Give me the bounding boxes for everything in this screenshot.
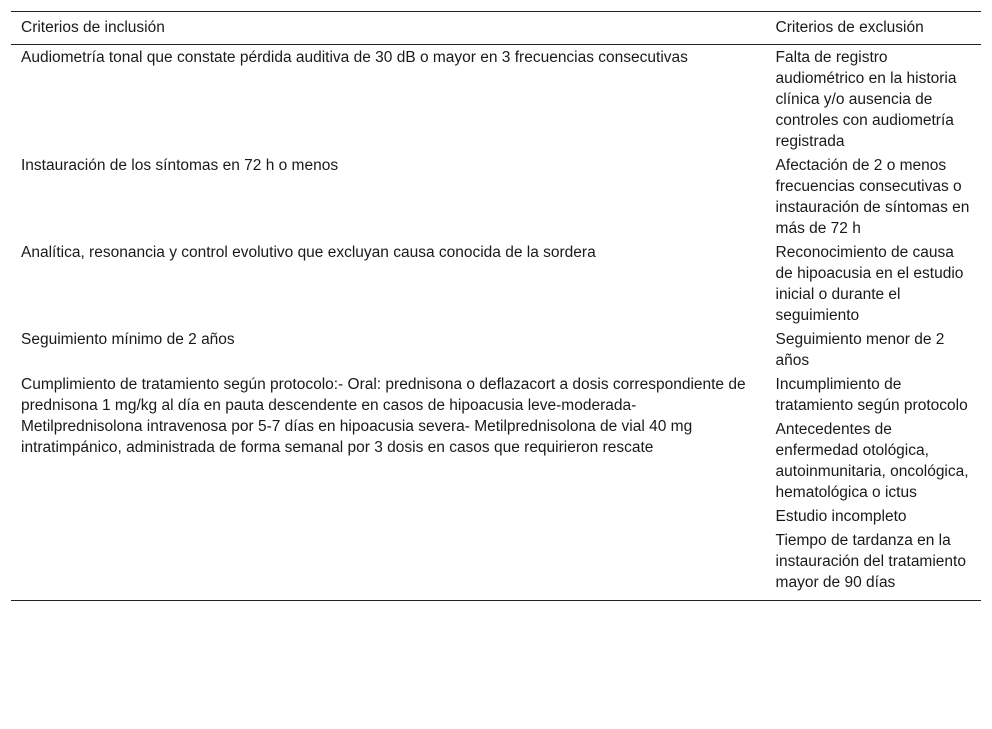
table-row [11,45,981,153]
exclusion-cell [766,152,981,239]
exclusion-item: Tiempo de tardanza en la instauración del tratamiento mayor de 90 días [775,532,966,591]
exclusion-cell [766,371,981,601]
inclusion-cell: Audiometría tonal que constate pérdida auditiva de 30 dB o mayor en 3 frecuencias consecutivas [21,49,688,66]
exclusion-cell [766,45,981,153]
header-exclusion: Criterios de exclusión [775,19,924,36]
table-row [11,152,981,239]
header-inclusion: Criterios de inclusión [21,19,165,36]
inclusion-cell: Seguimiento mínimo de 2 años [21,331,235,348]
table-row [11,371,981,601]
exclusion-cell [766,239,981,326]
inclusion-cell: Analítica, resonancia y control evolutivo que excluyan causa conocida de la sordera [21,244,596,261]
exclusion-item: Antecedentes de enfermedad otológica, autoinmunitaria, oncológica, hematológica o ictus [775,421,969,501]
table-header [11,12,981,45]
inclusion-cell: Cumplimiento de tratamiento según protocolo:- Oral: prednisona o deflazacort a dosis correspondiente de prednisona 1 mg/kg al día en pauta descendente en casos de hipoacusia leve-moderada- Metilprednisolona intravenosa por 5-7 días en hipoacusia severa- Metilprednisolona de vial 40 mg intratimpánico, administrada de forma semanal por 3 dosis en casos que requirieron rescate [21,376,746,456]
exclusion-item: Reconocimiento de causa de hipoacusia en el estudio inicial o durante el seguimiento [775,244,964,324]
exclusion-cell [766,326,981,371]
table-body [11,45,981,601]
exclusion-item: Estudio incompleto [775,508,907,525]
table-row [11,326,981,371]
inclusion-cell: Instauración de los síntomas en 72 h o menos [21,157,339,174]
header-row [11,12,981,45]
criteria-table [11,11,981,601]
table-row [11,239,981,326]
exclusion-item: Afectación de 2 o menos frecuencias consecutivas o instauración de síntomas en más de 72 h [775,157,970,237]
exclusion-item: Falta de registro audiométrico en la historia clínica y/o ausencia de controles con audiometría registrada [775,49,957,150]
exclusion-item: Incumplimiento de tratamiento según protocolo [775,376,968,414]
exclusion-item: Seguimiento menor de 2 años [775,331,945,369]
